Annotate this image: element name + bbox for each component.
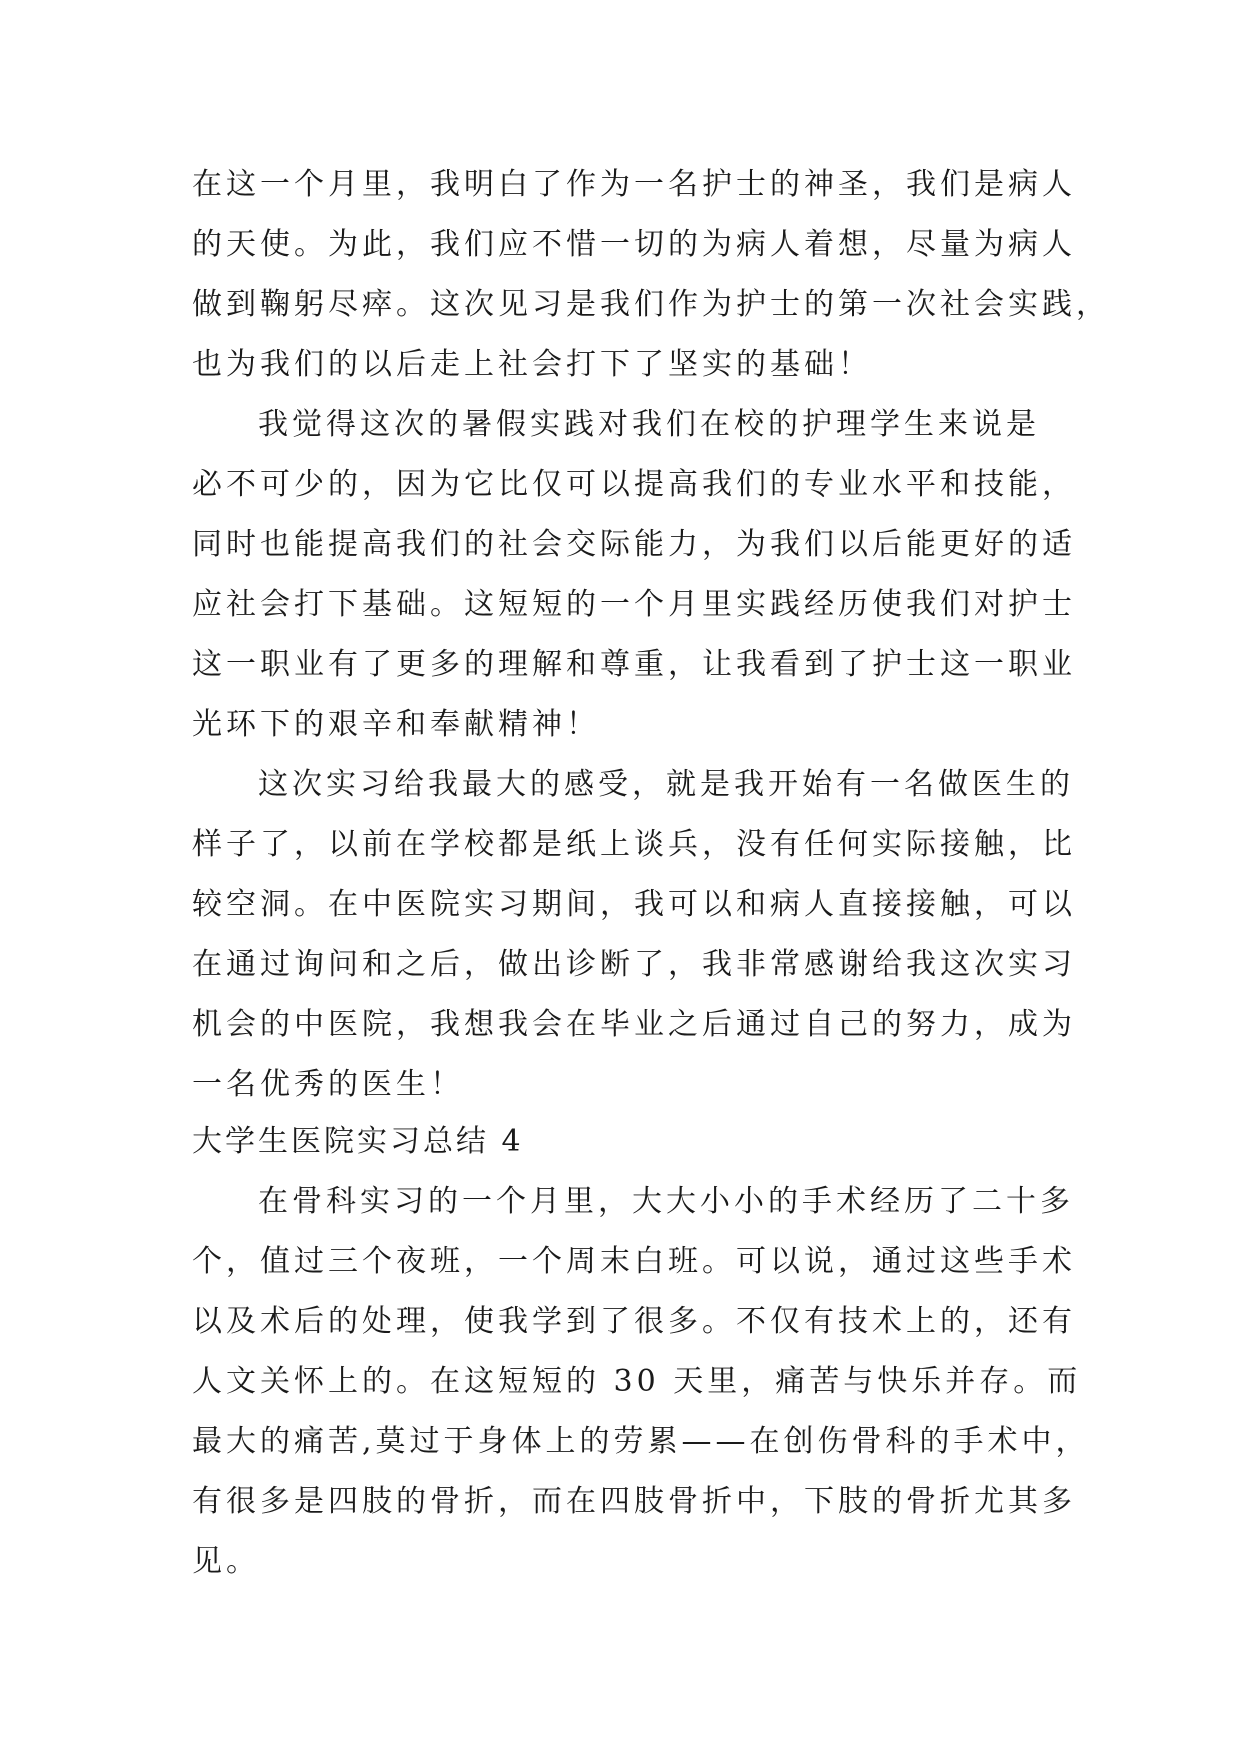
text-line: 同时也能提高我们的社会交际能力，为我们以后能更好的适 <box>192 527 1076 562</box>
text-line: 样子了，以前在学校都是纸上谈兵，没有任何实际接触，比 <box>192 827 1076 862</box>
text-line: 机会的中医院，我想我会在毕业之后通过自己的努力，成为 <box>192 1007 1076 1042</box>
text-line: 的天使。为此，我们应不惜一切的为病人着想，尽量为病人 <box>192 227 1076 262</box>
paragraph-first-line: 我觉得这次的暑假实践对我们在校的护理学生来说是 <box>258 407 1040 442</box>
text-line: 必不可少的，因为它比仅可以提高我们的专业水平和技能， <box>192 467 1076 502</box>
text-line: 在这一个月里，我明白了作为一名护士的神圣，我们是病人 <box>192 167 1076 202</box>
paragraph-first-line: 在骨科实习的一个月里，大大小小的手术经历了二十多 <box>258 1184 1074 1219</box>
text-line: 一名优秀的医生！ <box>192 1067 464 1102</box>
text-line: 以及术后的处理，使我学到了很多。不仅有技术上的，还有 <box>192 1304 1076 1339</box>
text-line: 个，值过三个夜班，一个周末白班。可以说，通过这些手术 <box>192 1244 1076 1279</box>
text-line: 见。 <box>192 1544 260 1579</box>
text-line: 光环下的艰辛和奉献精神！ <box>192 707 600 742</box>
text-line: 有很多是四肢的骨折，而在四肢骨折中，下肢的骨折尤其多 <box>192 1484 1076 1519</box>
text-line: 在通过询问和之后，做出诊断了，我非常感谢给我这次实习 <box>192 947 1076 982</box>
section-heading: 大学生医院实习总结 4 <box>192 1124 524 1159</box>
text-line: 应社会打下基础。这短短的一个月里实践经历使我们对护士 <box>192 587 1076 622</box>
text-line: 也为我们的以后走上社会打下了坚实的基础！ <box>192 347 872 382</box>
text-line: 做到鞠躬尽瘁。这次见习是我们作为护士的第一次社会实践， <box>192 287 1110 322</box>
text-line: 最大的痛苦,莫过于身体上的劳累——在创伤骨科的手术中， <box>192 1424 1090 1459</box>
paragraph-first-line: 这次实习给我最大的感受，就是我开始有一名做医生的 <box>258 767 1074 802</box>
text-line: 较空洞。在中医院实习期间，我可以和病人直接接触，可以 <box>192 887 1076 922</box>
text-line: 人文关怀上的。在这短短的 30 天里，痛苦与快乐并存。而 <box>192 1364 1082 1399</box>
text-line: 这一职业有了更多的理解和尊重，让我看到了护士这一职业 <box>192 647 1076 682</box>
